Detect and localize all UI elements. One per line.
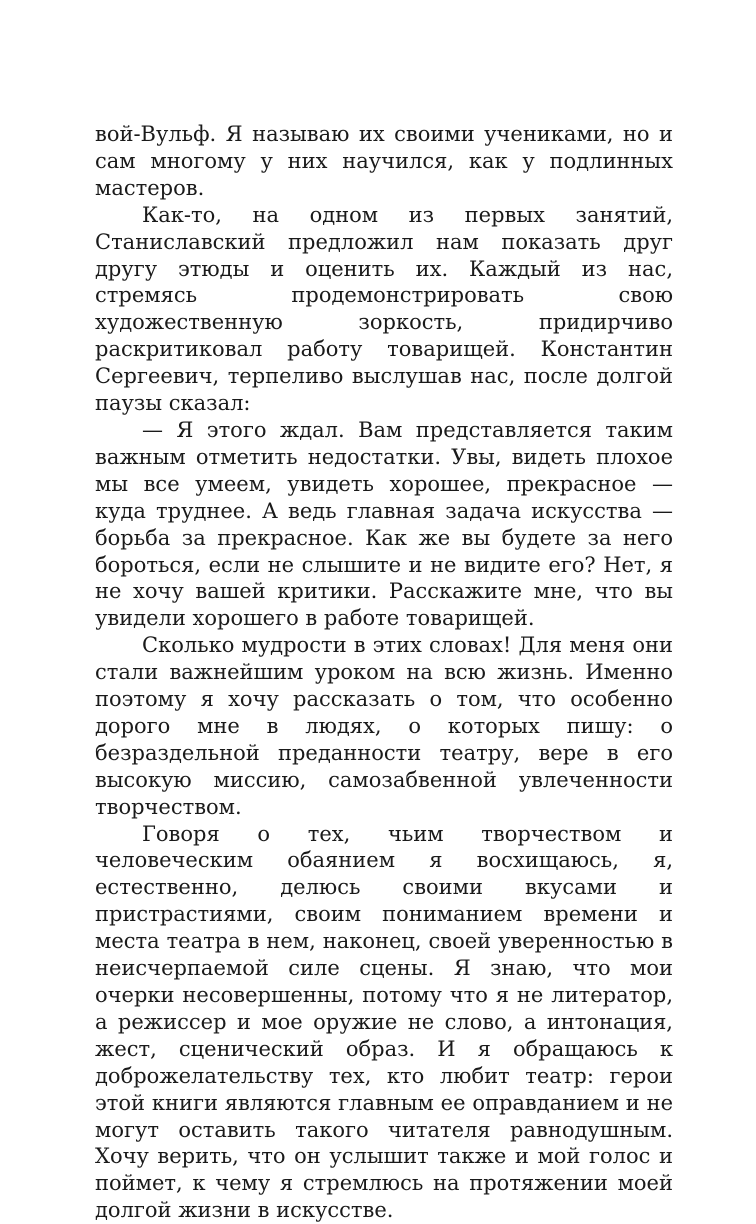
body-text <box>95 121 673 1224</box>
paragraph-2: Как-то, на одном из первых занятий, Станиславский предложил нам показать друг другу этюды и оценить их. Каждый из нас, стремясь продемонстрировать свою художественную зоркость, придирчиво раскритиковал работу товарищей. Константин Сергеевич, терпеливо выслушав нас, после долгой паузы сказал: <box>95 202 673 416</box>
paragraph-4: Сколько мудрости в этих словах! Для меня они стали важнейшим уроком на всю жизнь. Именно поэтому я хочу рассказать о том, что особенно дорого мне в людях, о которых пишу: о безраздельной преданности театру, вере в его высокую миссию, самозабвенной увлеченности творчеством. <box>95 633 673 819</box>
paragraph-5: Говоря о тех, чьим творчеством и человеческим обаянием я восхищаюсь, я, естественно, делюсь своими вкусами и пристрастиями, своим пониманием времени и места театра в нем, наконец, своей уверенностью в неисчерпаемой силе сцены. Я знаю, что мои очерки несовершенны, потому что я не литератор, а режиссер и мое оружие не слово, а интонация, жест, сценический образ. И я обращаюсь к доброжелательству тех, кто любит театр: герои этой книги являются главным ее оправданием и не могут оставить такого читателя равнодушным. Хочу верить, что он услышит также и мой голос и поймет, к чему я стремлюсь на протяжении моей долгой жизни в искусстве. <box>95 821 673 1223</box>
paragraph-3-quote: — Я этого ждал. Вам представляется таким важным отметить недостатки. Увы, видеть плохое мы все умеем, увидеть хорошее, прекрасное — куда труднее. А ведь главная задача искусства — борьба за прекрасное. Как же вы будете за него бороться, если не слышите и не видите его? Нет, я не хочу вашей критики. Расскажите мне, что вы увидели хорошего в работе товарищей. <box>95 417 673 631</box>
paragraph-1: вой-Вульф. Я называю их своими учениками, но и сам многому у них научился, как у подлинных мастеров. <box>95 122 673 200</box>
